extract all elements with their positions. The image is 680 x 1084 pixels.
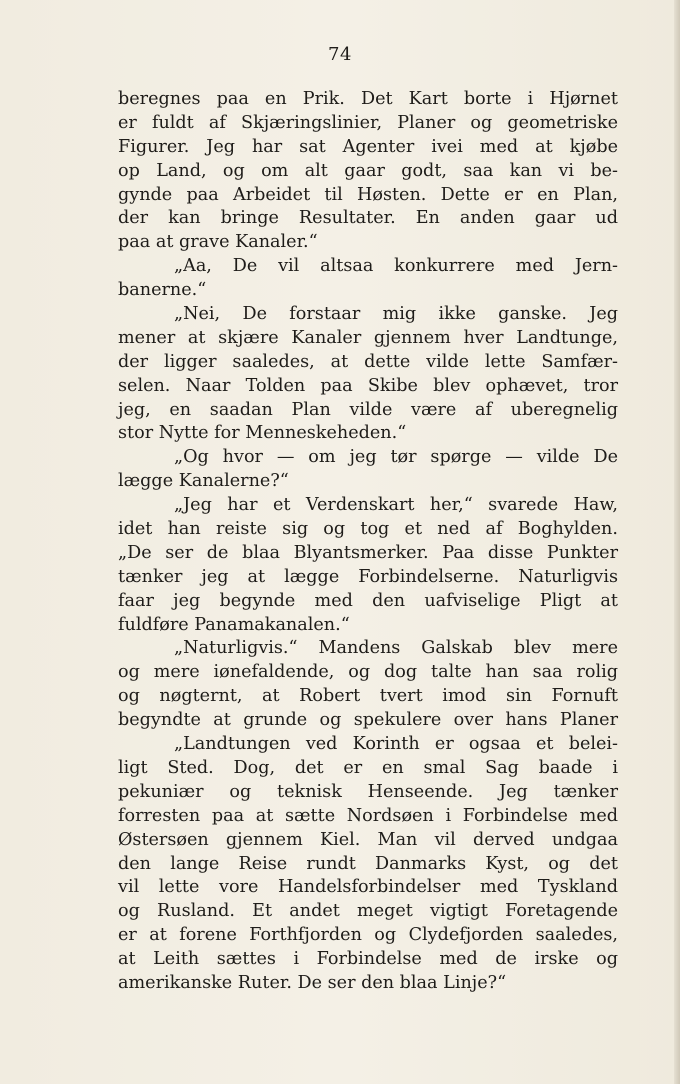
text-line: der kan bringe Resultater. En anden gaar ud bbox=[118, 208, 618, 229]
text-line: og Rusland. Et andet meget vigtigt Foretagende bbox=[118, 901, 618, 922]
text-line: „De ser de blaa Blyantsmerker. Paa disse Punkter bbox=[118, 542, 618, 563]
text-line: faar jeg begynde med den uafviselige Pligt at bbox=[118, 590, 618, 611]
text-line: vil lette vore Handelsforbindelser med Tyskland bbox=[118, 877, 618, 898]
text-line: tænker jeg at lægge Forbindelserne. Naturligvis bbox=[118, 566, 618, 587]
text-line: „Jeg har et Verdenskart her,“ svarede Haw, bbox=[174, 495, 618, 516]
text-line: selen. Naar Tolden paa Skibe blev ophævet, tror bbox=[118, 375, 618, 396]
text-line: den lange Reise rundt Danmarks Kyst, og det bbox=[118, 853, 618, 874]
text-line: der ligger saaledes, at dette vilde lette Samfær- bbox=[118, 351, 618, 372]
text-line: beregnes paa en Prik. Det Kart borte i Hjørnet bbox=[118, 89, 618, 109]
text-line: fuldføre Panamakanalen.“ bbox=[118, 614, 350, 635]
text-line: er fuldt af Skjæringslinier, Planer og geometriske bbox=[118, 112, 618, 133]
text-line: begyndte at grunde og spekulere over hans Planer bbox=[118, 710, 618, 731]
text-line: og mere iønefaldende, og dog talte han saa rolig bbox=[118, 662, 618, 683]
text-line: mener at skjære Kanaler gjennem hver Landtunge, bbox=[118, 327, 618, 348]
text-line: idet han reiste sig og tog et ned af Boghylden. bbox=[118, 519, 618, 540]
text-line: stor Nytte for Menneskeheden.“ bbox=[118, 423, 407, 444]
text-line: „Aa, De vil altsaa konkurrere med Jern- bbox=[174, 256, 618, 277]
text-line: „Landtungen ved Korinth er ogsaa et belei- bbox=[174, 734, 618, 755]
text-line: amerikanske Ruter. De ser den blaa Linje?“ bbox=[118, 972, 507, 993]
text-line: „Nei, De forstaar mig ikke ganske. Jeg bbox=[174, 304, 618, 325]
text-line: ligt Sted. Dog, det er en smal Sag baade i bbox=[118, 757, 618, 778]
text-line: banerne.“ bbox=[118, 280, 207, 301]
text-line: paa at grave Kanaler.“ bbox=[118, 232, 318, 253]
text-line: og nøgternt, at Robert tvert imod sin Fornuft bbox=[118, 686, 618, 707]
text-line: pekuniær og teknisk Henseende. Jeg tænker bbox=[118, 781, 618, 802]
text-line: „Og hvor — om jeg tør spørge — vilde De bbox=[174, 447, 618, 468]
page-number: 74 bbox=[328, 44, 352, 65]
text-line: at Leith sættes i Forbindelse med de irske og bbox=[118, 949, 618, 970]
body-text bbox=[118, 88, 618, 996]
text-line: jeg, en saadan Plan vilde være af uberegnelig bbox=[118, 399, 618, 420]
page-edge bbox=[674, 0, 680, 1084]
text-line: Østersøen gjennem Kiel. Man vil derved undgaa bbox=[118, 829, 618, 850]
text-line: Figurer. Jeg har sat Agenter ivei med at kjøbe bbox=[118, 136, 618, 157]
text-line: forresten paa at sætte Nordsøen i Forbindelse med bbox=[118, 805, 618, 826]
text-line: er at forene Forthfjorden og Clydefjorden saaledes, bbox=[118, 925, 618, 946]
text-line: lægge Kanalerne?“ bbox=[118, 471, 289, 492]
text-line: gynde paa Arbeidet til Høsten. Dette er en Plan, bbox=[118, 184, 618, 205]
text-line: op Land, og om alt gaar godt, saa kan vi be- bbox=[118, 160, 618, 181]
text-line: „Naturligvis.“ Mandens Galskab blev mere bbox=[174, 638, 618, 659]
